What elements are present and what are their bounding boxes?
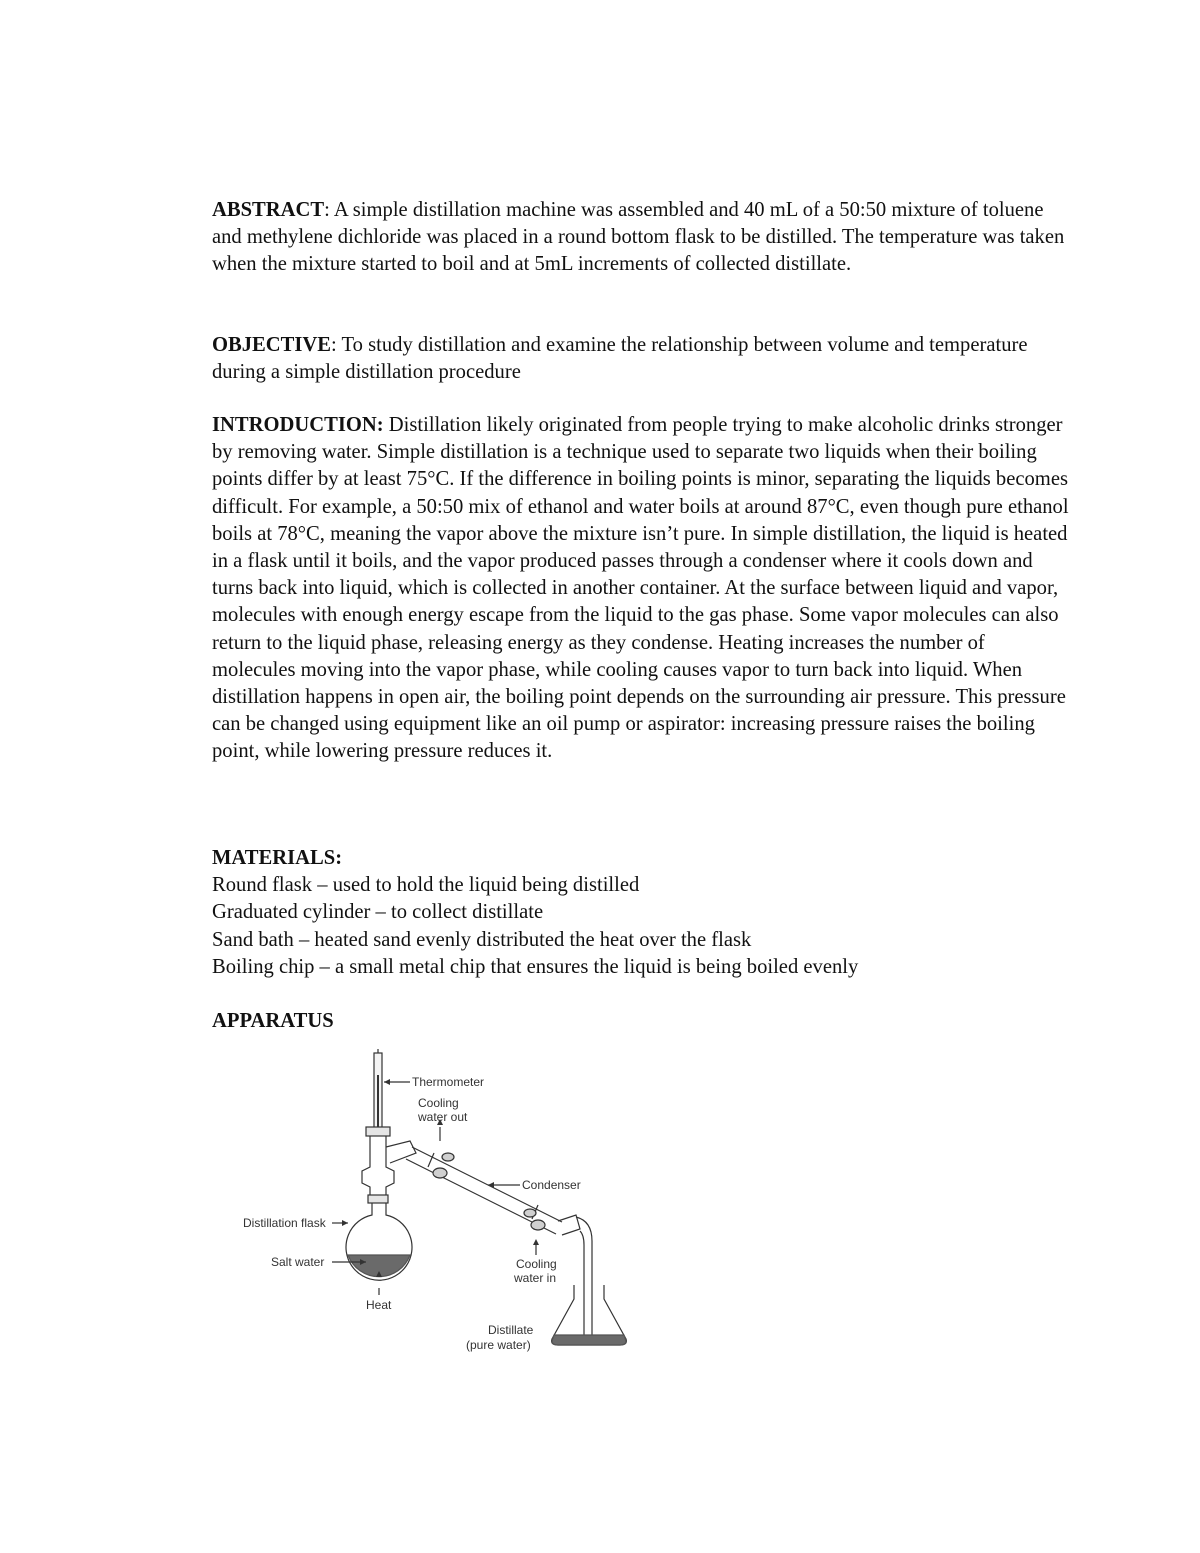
thermometer-icon bbox=[366, 1049, 390, 1136]
materials-item: Round flask – used to hold the liquid being distilled bbox=[212, 874, 640, 897]
materials-item: Sand bath – heated sand evenly distributed the heat over the flask bbox=[212, 928, 752, 951]
apparatus-section bbox=[212, 1008, 1072, 1035]
thermometer-label: Thermometer bbox=[412, 1075, 485, 1089]
cooling-out-label: water out bbox=[418, 1110, 468, 1124]
objective-text: : To study distillation and examine the relationship between volume and temperature during a simple distillation procedure bbox=[212, 334, 1028, 384]
distillation-flask-icon bbox=[346, 1203, 412, 1280]
materials-item: Boiling chip – a small metal chip that ensures the liquid is being boiled evenly bbox=[212, 955, 859, 978]
introduction-section bbox=[212, 412, 1072, 766]
distillation-apparatus-figure bbox=[240, 1045, 640, 1355]
distillate-label: Distillate bbox=[488, 1323, 534, 1337]
adapter-tube-icon bbox=[576, 1217, 592, 1335]
apparatus-diagram bbox=[240, 1045, 640, 1355]
abstract-text: : A simple distillation machine was assembled and 40 mL of a 50:50 mixture of toluene and methylene dichloride was placed in a round bottom flask to be distilled. The temperature was taken when the mixture started to boil and at 5mL increments of collected distillate. bbox=[212, 199, 1065, 276]
still-head-icon bbox=[362, 1136, 416, 1203]
distillation-flask-label: Distillation flask bbox=[243, 1216, 326, 1230]
materials-heading: MATERIALS: bbox=[212, 847, 343, 869]
abstract-heading: ABSTRACT bbox=[212, 199, 325, 221]
distillate-label: (pure water) bbox=[466, 1338, 531, 1352]
heat-label: Heat bbox=[366, 1298, 392, 1312]
cooling-in-label: Cooling bbox=[516, 1257, 557, 1271]
apparatus-heading: APPARATUS bbox=[212, 1010, 334, 1032]
abstract-section bbox=[212, 197, 1072, 279]
materials-section bbox=[212, 845, 1072, 981]
condenser-label: Condenser bbox=[522, 1178, 581, 1192]
objective-heading: OBJECTIVE bbox=[212, 334, 332, 356]
introduction-text: Distillation likely originated from people trying to make alcoholic drinks stronger by removing water. Simple distillation is a technique used to separate two liquids when their boiling points differ by at least 75°C. If the difference in boiling points is minor, separating the liquids becomes difficult. For example, a 50:50 mix of ethanol and water boils at around 87°C, even though pure ethanol boils at 78°C, meaning the vapor above the mixture isn’t pure. In simple distillation, the liquid is heated in a flask until it boils, and the vapor produced passes through a condenser where it cools down and turns back into liquid, which is collected in another container. At the surface between liquid and vapor, molecules with enough energy escape from the liquid to the gas phase. Some vapor molecules can also return to the liquid phase, releasing energy as they condense. Heating increases the number of molecules moving into the vapor phase, while cooling causes vapor to turn back into liquid. When distillation happens in open air, the boiling point depends on the surrounding air pressure. This pressure can be changed using equipment like an oil pump or aspirator: increasing pressure raises the boiling point, while lowering pressure reduces it. bbox=[212, 414, 1069, 763]
salt-water-label: Salt water bbox=[271, 1255, 325, 1269]
receiving-flask-icon bbox=[552, 1285, 627, 1345]
introduction-heading: INTRODUCTION: bbox=[212, 414, 384, 436]
objective-section bbox=[212, 332, 1072, 386]
cooling-out-label: Cooling bbox=[418, 1096, 459, 1110]
materials-item: Graduated cylinder – to collect distillate bbox=[212, 901, 544, 924]
cooling-in-label: water in bbox=[514, 1271, 557, 1285]
